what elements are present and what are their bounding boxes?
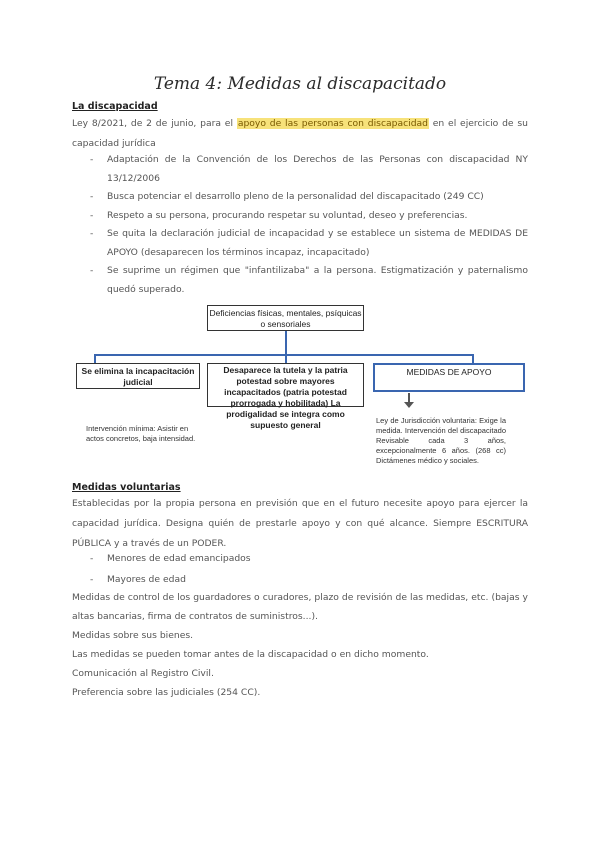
list-item: - Se quita la declaración judicial de incapacidad y se establece un sistema de MEDIDAS DE APOYO (desaparecen los términos incapaz, incapacitado): [90, 228, 528, 258]
arrow-down-icon: [404, 402, 414, 408]
diagram-top-box: Deficiencias físicas, mentales, psíquicas o sensoriales: [207, 305, 364, 331]
list-item: - Respeto a su persona, procurando respetar su voluntad, deseo y preferencias.: [90, 209, 468, 221]
line-preferencia: Preferencia sobre las judiciales (254 CC).: [72, 687, 261, 698]
list-item: - Busca potenciar el desarrollo pleno de la personalidad del discapacitado (249 CC): [90, 191, 484, 202]
line-momento: Las medidas se pueden tomar antes de la discapacidad o en dicho momento.: [72, 649, 429, 660]
list-item: - Adaptación de la Convención de los Derechos de las Personas con discapacidad NY 13/12/2006: [90, 154, 528, 184]
intro-text-after: en el ejercicio de su capacidad jurídica: [72, 118, 528, 149]
list-item: - Mayores de edad: [90, 574, 186, 585]
discapacidad-bullet-list: [72, 151, 528, 299]
list-item: - Menores de edad emancipados: [90, 553, 251, 564]
diagram-left-box: Se elimina la incapacitación judicial: [76, 363, 200, 389]
intro-highlight: apoyo de las personas con discapacidad: [237, 118, 428, 129]
control-paragraph: Medidas de control de los guardadores o curadores, plazo de revisión de las medidas, etc. (bajas y altas bancarias, firma de contratos de suministros...).: [72, 592, 528, 622]
section-heading-discapacidad: La discapacidad: [72, 101, 158, 112]
intro-paragraph: [72, 114, 528, 154]
line-registro: Comunicación al Registro Civil.: [72, 668, 214, 679]
connector-horizontal: [94, 354, 474, 356]
diagram-left-note: Intervención mínima: Asistir en actos concretos, baja intensidad.: [86, 424, 196, 443]
connector-vertical-top: [285, 331, 287, 355]
voluntarias-paragraph: Establecidas por la propia persona en previsión que en el futuro necesite apoyo para ejercer la capacidad jurídica. Designa quién de prestarle apoyo y con qué alcance. Siempre ESCRITURA PÚBLICA y a través de un PODER.: [72, 498, 528, 549]
diagram-right-box: MEDIDAS DE APOYO: [373, 363, 525, 392]
section-heading-voluntarias: Medidas voluntarias: [72, 482, 181, 493]
diagram-right-note: Ley de Jurisdicción voluntaria: Exige la medida. Intervención del discapacitado Revisable cada 3 años, excepcionalmente 6 años. (268 cc) Dictámenes médico y sociales.: [376, 416, 506, 465]
list-item: - Se suprime un régimen que "infantilizaba" a la persona. Estigmatización y paternalismo quedó superado.: [90, 265, 528, 295]
diagram-middle-box: Desaparece la tutela y la patria potestad sobre mayores incapacitados (patria potestad prorrogada y hobilitada) La prodigalidad se integra como supuesto general: [207, 363, 364, 407]
page-title: Tema 4: Medidas al discapacitado: [153, 74, 447, 94]
voluntarias-bullet-list: [72, 548, 528, 590]
intro-text-before: Ley 8/2021, de 2 de junio, para el: [72, 118, 237, 129]
line-bienes: Medidas sobre sus bienes.: [72, 630, 194, 641]
